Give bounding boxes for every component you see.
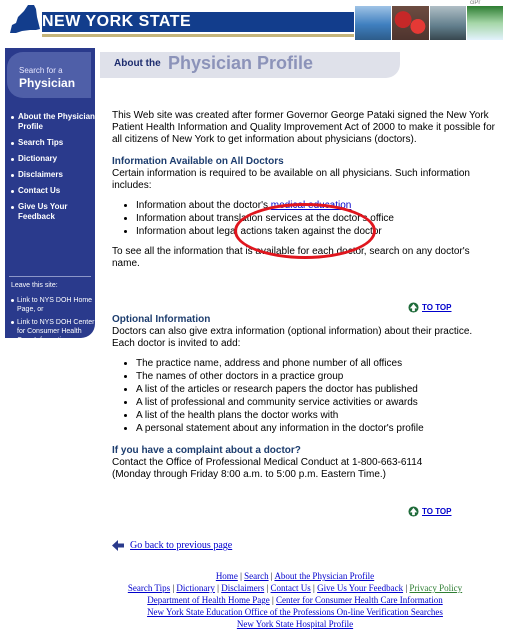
sidebar-nav: [11, 112, 95, 228]
footer-link-hospital-profile[interactable]: New York State Hospital Profile: [236, 619, 354, 629]
new-york-state-map-icon: [6, 3, 42, 37]
optional-info-list: [136, 358, 497, 435]
page-title-prefix: About the: [114, 58, 161, 69]
external-links: [11, 296, 95, 349]
list-item: • Information about the doctor's medical education: [136, 200, 497, 212]
statue-of-liberty-photo: [355, 6, 391, 40]
sidebar-item-contact[interactable]: Contact Us: [11, 186, 95, 196]
list-item: • The names of other doctors in a practice group: [136, 371, 497, 383]
footer-link-search[interactable]: Search: [244, 571, 269, 581]
sidebar-item-search-tips[interactable]: Search Tips: [11, 138, 95, 148]
main-content: [112, 110, 497, 487]
list-item: • A list of the articles or research papers the doctor has published: [136, 384, 497, 396]
page-title: Physician Profile: [168, 53, 314, 73]
sidebar-item-about[interactable]: About the Physician Profile: [11, 112, 95, 132]
intro-paragraph: This Web site was created after former Governor George Pataki signed the New York Patient Health Information and Quality Improvement Act of 2000 to make it possible for all citizens of New York to get information about physicians (doctors).: [112, 110, 495, 145]
footer-link-doh-home[interactable]: Department of Health Home Page: [147, 595, 270, 605]
complaint-hours-text: (Monday through Friday 8:00 a.m. to 5:00 p.m. Eastern Time.): [112, 469, 387, 480]
footer-link-contact[interactable]: Contact Us: [270, 583, 311, 593]
bullet-icon: [11, 158, 14, 161]
sidebar-link-consumer-health[interactable]: Link to NYS DOH Center for Consumer Health Care Information: [11, 318, 95, 345]
state-title: NEW YORK STATE: [42, 13, 192, 30]
banner-divider: [42, 34, 354, 37]
to-top-link-1[interactable]: TO TOP: [408, 302, 452, 313]
required-info-list: [136, 200, 497, 238]
city-skyline-photo: [430, 6, 466, 40]
section-heading-complaint: If you have a complaint about a doctor?: [112, 445, 301, 456]
footer-row: Department of Health Home Page | Center for Consumer Health Care Information: [147, 595, 443, 605]
footer-link-education-verification[interactable]: New York State Education Office of the Professions On-line Verification Searches: [147, 607, 443, 617]
footer-links: [95, 570, 495, 630]
sidebar-item-dictionary[interactable]: Dictionary: [11, 154, 95, 164]
footer-link-search-tips[interactable]: Search Tips: [127, 583, 171, 593]
bullet-icon: [11, 116, 14, 119]
list-item: • Information about translation services at the doctor's office: [136, 213, 497, 225]
to-top-link-2[interactable]: TO TOP: [408, 506, 452, 517]
sidebar-item-feedback[interactable]: Give Us Your Feedback: [11, 202, 95, 222]
footer-row: Search Tips | Dictionary | Disclaimers | Contact Us | Give Us Your Feedback | Privacy Policy: [127, 583, 463, 593]
badge-subtitle: Search for a: [19, 66, 63, 75]
page-title-tab: [100, 52, 400, 78]
medical-education-link[interactable]: medical education: [270, 200, 352, 211]
footer-row: [95, 618, 495, 630]
up-arrow-icon: [408, 506, 419, 517]
list-item: • A list of professional and community service activities or awards: [136, 397, 497, 409]
footer-link-disclaimers[interactable]: Disclaimers: [221, 583, 265, 593]
footer-link-dictionary[interactable]: Dictionary: [176, 583, 215, 593]
back-arrow-icon[interactable]: [112, 540, 124, 551]
search-hint-paragraph: To see all the information that is available for each doctor, search on any doctor's name.: [112, 246, 470, 269]
sidebar-item-disclaimers[interactable]: Disclaimers: [11, 170, 95, 180]
sidebar-divider: [9, 276, 91, 277]
banner-photo-strip: [355, 6, 503, 40]
footer-row: [95, 606, 495, 618]
complaint-contact-text: Contact the Office of Professional Medical Conduct at 1-800-663-6114: [112, 457, 423, 468]
waterfall-photo: [467, 6, 503, 40]
go-back-row: [112, 540, 232, 551]
search-physician-badge[interactable]: [7, 52, 91, 98]
footer-link-privacy[interactable]: Privacy Policy: [409, 583, 463, 593]
bullet-icon: [11, 142, 14, 145]
bullet-icon: [11, 174, 14, 177]
bullet-icon: [11, 321, 14, 324]
footer-link-home[interactable]: Home: [215, 571, 238, 581]
badge-title: Physician: [19, 76, 76, 90]
apples-photo: [392, 6, 428, 40]
corner-caption: ciPr: [470, 0, 481, 6]
bullet-icon: [11, 299, 14, 302]
list-item: • A list of the health plans the doctor works with: [136, 410, 497, 422]
section-heading-all-doctors: Information Available on All Doctors: [112, 156, 284, 167]
bullet-icon: [11, 206, 14, 209]
section-text-optional: Doctors can also give extra information (optional information) about their practice. Each doctor is invited to add:: [112, 326, 473, 349]
list-item: • A personal statement about any information in the doctor's profile: [136, 423, 497, 435]
state-title-bar[interactable]: [42, 12, 354, 32]
go-back-link[interactable]: Go back to previous page: [130, 540, 233, 551]
list-item: • Information about legal actions taken against the doctor: [136, 226, 497, 238]
sidebar-link-doh-home[interactable]: Link to NYS DOH Home Page, or: [11, 296, 95, 314]
footer-link-feedback[interactable]: Give Us Your Feedback: [317, 583, 404, 593]
footer-row: Home | Search | About the Physician Profile: [215, 571, 375, 581]
footer-link-about[interactable]: About the Physician Profile: [274, 571, 375, 581]
section-text-all-doctors: Certain information is required to be available on all physicians. Such information includes:: [112, 168, 470, 191]
list-item: • The practice name, address and phone number of all offices: [136, 358, 497, 370]
sidebar: [5, 48, 95, 344]
section-heading-optional: Optional Information: [112, 314, 211, 325]
up-arrow-icon: [408, 302, 419, 313]
bullet-icon: [11, 190, 14, 193]
leave-site-label: Leave this site:: [11, 282, 58, 289]
footer-link-consumer-health[interactable]: Center for Consumer Health Care Information: [276, 595, 443, 605]
site-banner: [0, 0, 505, 44]
